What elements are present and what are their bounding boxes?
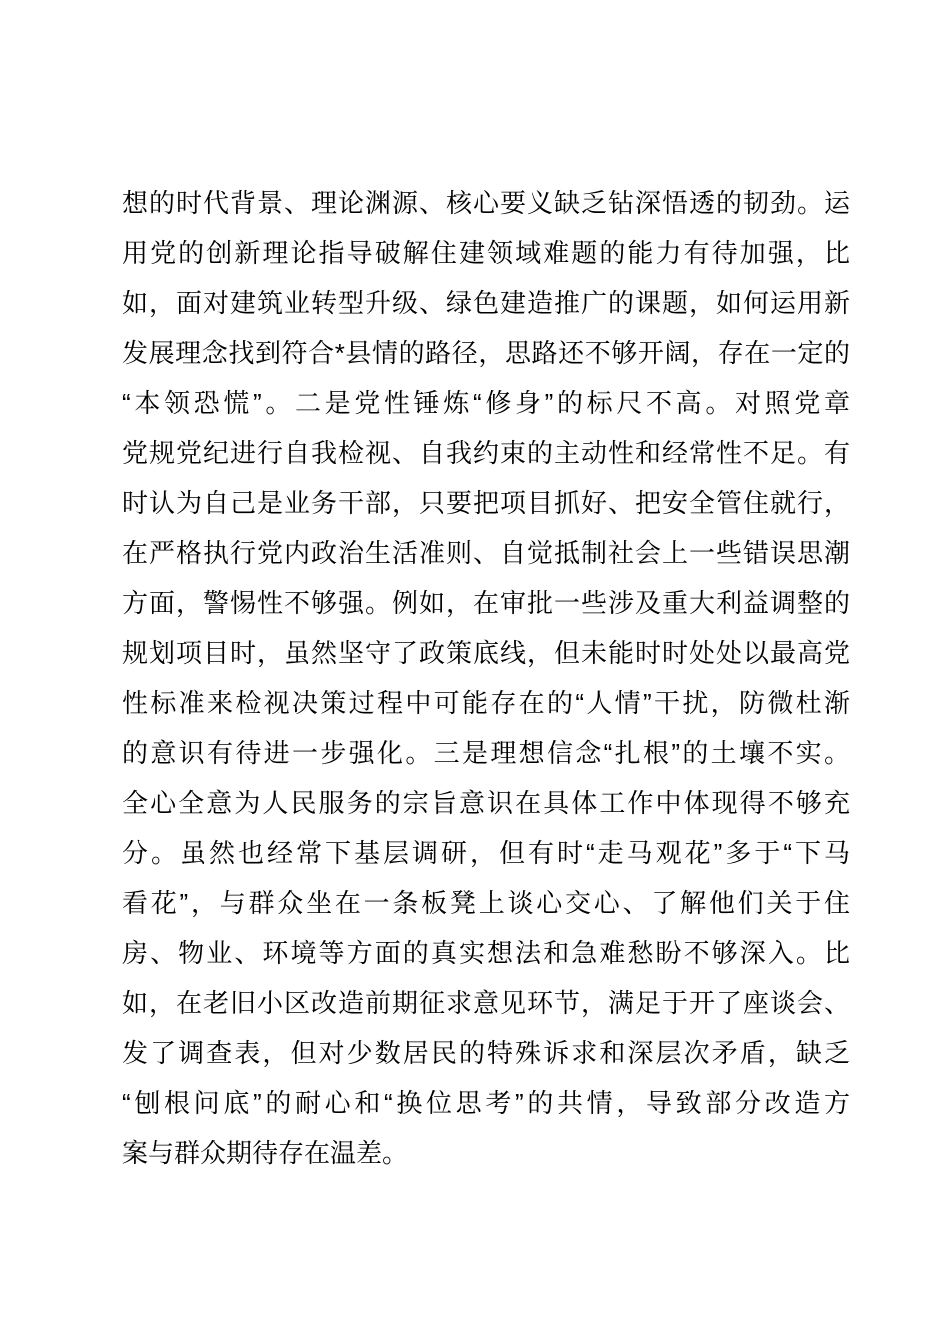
text-line: 分。虽然也经常下基层调研，但有时“走马观花”多于“下马 xyxy=(122,838,850,868)
text-line: 在严格执行党内政治生活准则、自觉抵制社会上一些错误思潮 xyxy=(122,538,850,568)
text-line: 方面，警惕性不够强。例如，在审批一些涉及重大利益调整的 xyxy=(122,588,850,618)
text-line: 发展理念找到符合*县情的路径，思路还不够开阔，存在一定的 xyxy=(122,338,850,368)
text-line: 发了调查表，但对少数居民的特殊诉求和深层次矛盾，缺乏 xyxy=(122,1038,850,1068)
text-line: “本领恐慌”。二是党性锤炼“修身”的标尺不高。对照党章 xyxy=(122,388,850,418)
text-line: 用党的创新理论指导破解住建领域难题的能力有待加强，比 xyxy=(122,238,850,268)
paragraph-text-block xyxy=(122,178,850,1178)
text-line: 性标准来检视决策过程中可能存在的“人情”干扰，防微杜渐 xyxy=(122,688,850,718)
text-line: 规划项目时，虽然坚守了政策底线，但未能时时处处以最高党 xyxy=(122,638,850,668)
text-line: 看花”，与群众坐在一条板凳上谈心交心、了解他们关于住 xyxy=(122,888,850,918)
text-line: 如，在老旧小区改造前期征求意见环节，满足于开了座谈会、 xyxy=(122,988,850,1018)
text-line: 全心全意为人民服务的宗旨意识在具体工作中体现得不够充 xyxy=(122,788,850,818)
text-line: 如，面对建筑业转型升级、绿色建造推广的课题，如何运用新 xyxy=(122,288,850,318)
text-line: 想的时代背景、理论渊源、核心要义缺乏钻深悟透的韧劲。运 xyxy=(122,188,850,218)
text-line: 时认为自己是业务干部，只要把项目抓好、把安全管住就行， xyxy=(122,488,850,518)
text-line: 的意识有待进一步强化。三是理想信念“扎根”的土壤不实。 xyxy=(122,738,850,768)
text-line: 房、物业、环境等方面的真实想法和急难愁盼不够深入。比 xyxy=(122,938,850,968)
text-line-last: 案与群众期待存在温差。 xyxy=(122,1138,409,1168)
text-line: 党规党纪进行自我检视、自我约束的主动性和经常性不足。有 xyxy=(122,438,850,468)
text-line: “刨根问底”的耐心和“换位思考”的共情，导致部分改造方 xyxy=(122,1088,850,1118)
